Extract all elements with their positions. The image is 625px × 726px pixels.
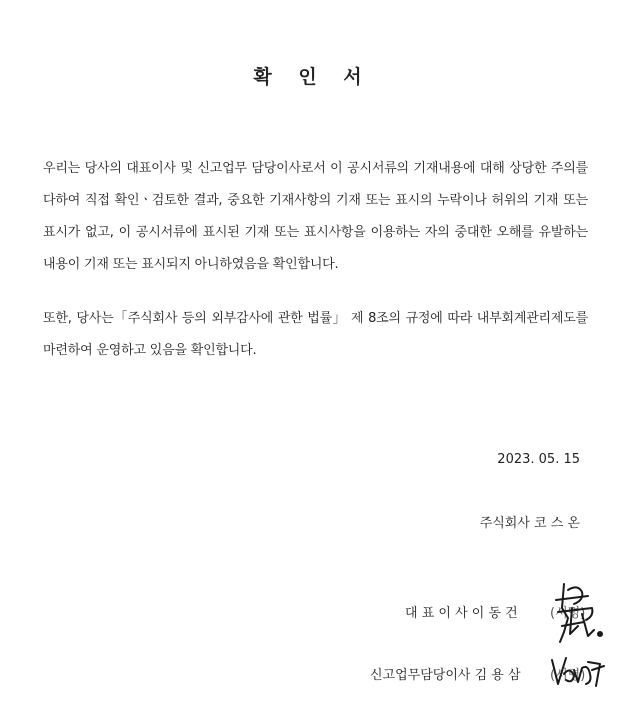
ceo-signer-line: 대 표 이 사 이 동 건	[405, 606, 518, 621]
officer-handwritten-signature	[548, 652, 608, 692]
document-title: 확 인 서	[253, 66, 372, 88]
disclosure-officer-signer-line: 신고업무담당이사 김 용 삼	[370, 668, 521, 683]
document-date: 2023. 05. 15	[497, 452, 580, 467]
ceo-handwritten-signature	[548, 578, 608, 644]
ceo-seal-label: (서명)	[550, 606, 586, 621]
officer-seal-label: (서명)	[550, 668, 586, 683]
confirmation-paragraph: 우리는 당사의 대표이사 및 신고업무 담당이사로서 이 공시서류의 기재내용에 대해 상당한 주의를 다하여 직접 확인ㆍ검토한 결과, 중요한 기재사항의 기재 또는 표시의 누락이나 허위의 기재 또는 표시가 없고, 이 공시서류에 표시된 기재 또는 표시사항을 이용하는 자의 중대한 오해를 유발하는 내용이 기재 또는 표시되지 아니하였음을 확인합니다.	[43, 161, 588, 272]
company-name: 주식회사 코 스 온	[479, 516, 580, 531]
internal-control-paragraph: 또한, 당사는「주식회사 등의 외부감사에 관한 법률」 제 8조의 규정에 따라 내부회계관리제도를 마련하여 운영하고 있음을 확인합니다.	[43, 311, 588, 358]
